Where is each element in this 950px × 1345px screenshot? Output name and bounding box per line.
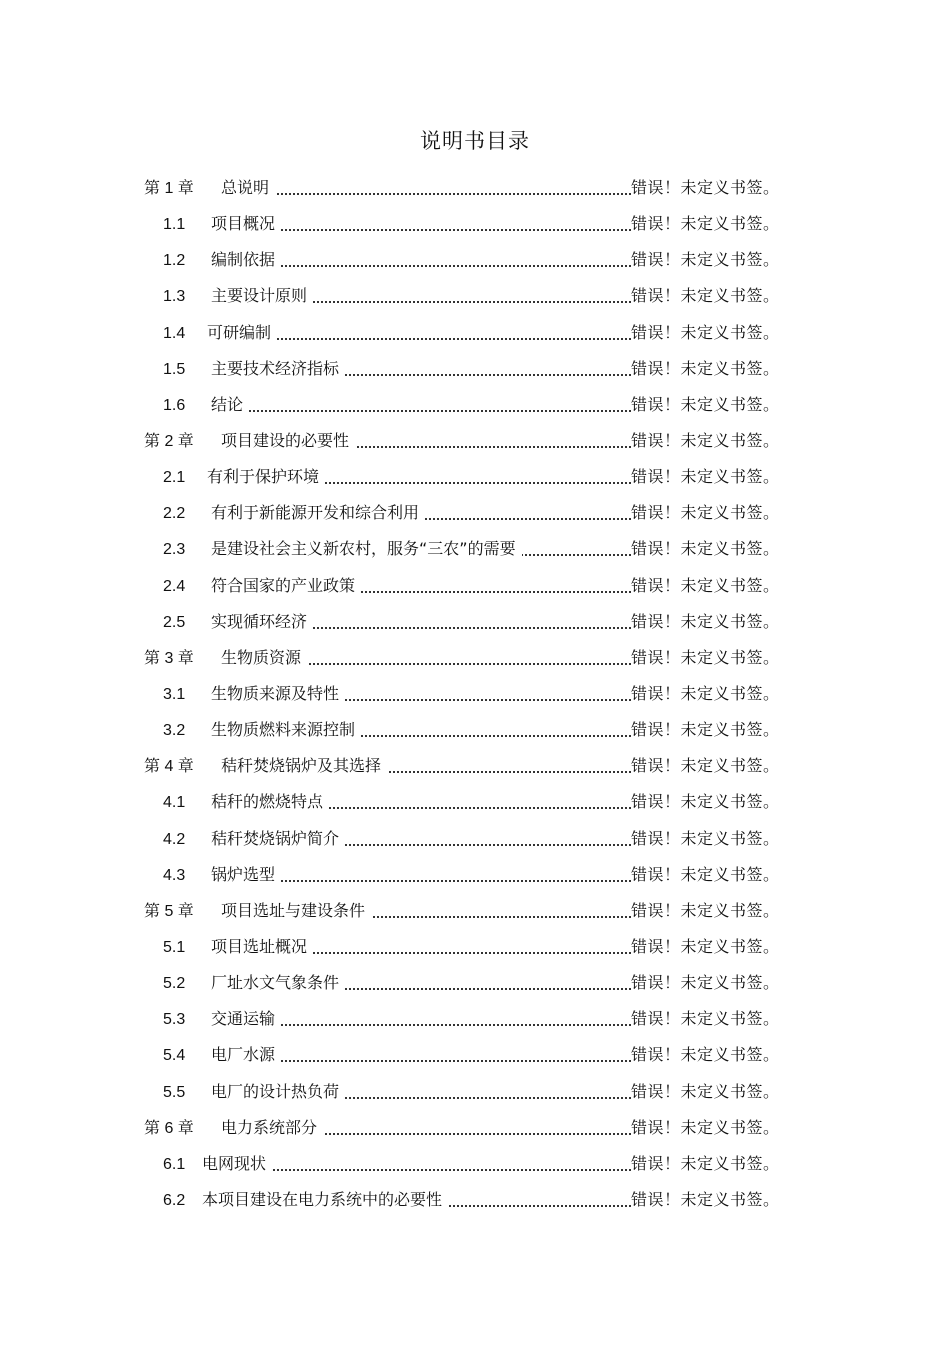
- toc-label: [163, 1037, 281, 1074]
- toc-page-ref: 错误！未定义书签。: [631, 864, 780, 884]
- toc-label: [163, 531, 522, 568]
- toc-chapter[interactable]: [0, 423, 950, 459]
- toc-label: [163, 568, 361, 605]
- toc-page-ref: 错误！未定义书签。: [631, 936, 780, 956]
- toc-page-ref: 错误！未定义书签。: [631, 575, 780, 595]
- toc-label: [163, 929, 313, 966]
- toc-label: [163, 459, 325, 496]
- toc-section[interactable]: [0, 1001, 950, 1037]
- toc-page-ref: 错误！未定义书签。: [631, 683, 780, 703]
- toc-section[interactable]: [0, 242, 950, 278]
- table-of-contents: [0, 170, 950, 1218]
- toc-page-ref: 错误！未定义书签。: [631, 394, 780, 414]
- toc-page-ref: 错误！未定义书签。: [631, 647, 780, 667]
- toc-number: 第 6 章: [144, 1119, 194, 1137]
- toc-chapter[interactable]: [0, 170, 950, 206]
- toc-page-ref: 错误！未定义书签。: [631, 828, 780, 848]
- toc-label: [163, 1074, 345, 1111]
- toc-page-ref: 错误！未定义书签。: [631, 1009, 780, 1029]
- toc-page-ref: 错误！未定义书签。: [631, 430, 780, 450]
- toc-section[interactable]: [0, 857, 950, 893]
- toc-label: [163, 315, 277, 352]
- toc-label: [163, 351, 345, 388]
- toc-page-ref: 错误！未定义书签。: [631, 1189, 780, 1209]
- toc-page-ref: 错误！未定义书签。: [631, 973, 780, 993]
- toc-page-ref: 错误！未定义书签。: [631, 250, 780, 270]
- toc-title: 锅炉选型: [211, 864, 276, 884]
- toc-number: 2.3: [163, 541, 186, 559]
- toc-number: 1.6: [163, 396, 186, 414]
- toc-page-ref: 错误！未定义书签。: [631, 178, 780, 197]
- toc-number: 2.2: [163, 505, 186, 523]
- toc-title: 电网现状: [202, 1153, 267, 1173]
- toc-page-ref: 错误！未定义书签。: [631, 792, 780, 812]
- toc-number: 2.4: [163, 577, 186, 595]
- toc-label: [144, 1110, 323, 1147]
- toc-page-ref: 错误！未定义书签。: [631, 900, 780, 920]
- toc-chapter[interactable]: [0, 640, 950, 676]
- toc-number: 4.1: [163, 794, 186, 812]
- toc-title: 是建设社会主义新农村，服务“三农”的需要: [211, 539, 516, 559]
- toc-title: 符合国家的产业政策: [211, 575, 356, 595]
- toc-title: 项目选址概况: [211, 936, 308, 956]
- toc-page-ref: 错误！未定义书签。: [631, 1045, 780, 1065]
- toc-title: 秸秆焚烧锅炉及其选择: [221, 756, 382, 776]
- toc-page-ref: 错误！未定义书签。: [631, 1117, 780, 1137]
- toc-section[interactable]: [0, 784, 950, 820]
- toc-section[interactable]: [0, 929, 950, 965]
- toc-label: [163, 387, 249, 424]
- toc-number: 1.4: [163, 324, 186, 342]
- toc-label: [144, 170, 275, 207]
- toc-page-ref: 错误！未定义书签。: [631, 214, 780, 234]
- toc-label: [144, 893, 371, 930]
- toc-page-ref: 错误！未定义书签。: [631, 611, 780, 631]
- toc-number: 6.1: [163, 1155, 186, 1173]
- toc-number: 第 3 章: [144, 649, 194, 667]
- toc-number: 1.2: [163, 252, 186, 270]
- toc-number: 2.1: [163, 469, 186, 487]
- toc-title: 编制依据: [211, 250, 276, 270]
- toc-number: 4.3: [163, 866, 186, 884]
- toc-section[interactable]: [0, 604, 950, 640]
- toc-number: 5.5: [163, 1083, 186, 1101]
- toc-title: 厂址水文气象条件: [211, 973, 340, 993]
- toc-number: 5.3: [163, 1011, 186, 1029]
- toc-section[interactable]: [0, 1146, 950, 1182]
- toc-number: 5.2: [163, 975, 186, 993]
- toc-section[interactable]: [0, 315, 950, 351]
- toc-chapter[interactable]: [0, 748, 950, 784]
- toc-number: 4.2: [163, 830, 186, 848]
- toc-page-ref: 错误！未定义书签。: [631, 1081, 780, 1101]
- toc-section[interactable]: [0, 676, 950, 712]
- toc-label: [163, 1001, 281, 1038]
- toc-label: [163, 784, 329, 821]
- toc-label: [163, 965, 345, 1002]
- toc-title: 主要设计原则: [211, 286, 308, 306]
- toc-number: 第 2 章: [144, 432, 194, 450]
- toc-number: 3.1: [163, 685, 186, 703]
- toc-title: 总说明: [221, 178, 270, 197]
- toc-page-ref: 错误！未定义书签。: [631, 1153, 780, 1173]
- toc-number: 1.5: [163, 360, 186, 378]
- toc-label: [163, 604, 313, 641]
- toc-chapter[interactable]: [0, 893, 950, 929]
- toc-title: 项目概况: [211, 214, 276, 234]
- toc-section[interactable]: [0, 459, 950, 495]
- toc-label: [144, 640, 307, 677]
- toc-title: 项目建设的必要性: [221, 430, 350, 450]
- toc-title: 结论: [211, 394, 244, 414]
- toc-title: 项目选址与建设条件: [221, 900, 366, 920]
- toc-label: [163, 1146, 272, 1183]
- page-title: 说明书目录: [420, 129, 530, 153]
- toc-label: [144, 423, 355, 460]
- toc-section[interactable]: [0, 821, 950, 857]
- toc-section[interactable]: [0, 1037, 950, 1073]
- toc-number: 5.4: [163, 1047, 186, 1065]
- toc-title: 本项目建设在电力系统中的必要性: [202, 1189, 443, 1209]
- toc-section[interactable]: [0, 965, 950, 1001]
- toc-number: 3.2: [163, 722, 186, 740]
- toc-title: 秸秆焚烧锅炉简介: [211, 828, 340, 848]
- toc-section[interactable]: [0, 351, 950, 387]
- toc-number: 1.1: [163, 216, 186, 234]
- toc-title: 电厂的设计热负荷: [211, 1081, 340, 1101]
- toc-label: [144, 748, 387, 785]
- toc-section[interactable]: [0, 278, 950, 314]
- toc-title: 电厂水源: [211, 1045, 276, 1065]
- toc-section[interactable]: [0, 206, 950, 242]
- toc-section[interactable]: [0, 1074, 950, 1110]
- toc-page-ref: 错误！未定义书签。: [631, 358, 780, 378]
- toc-page-ref: 错误！未定义书签。: [631, 286, 780, 306]
- toc-label: [163, 676, 345, 713]
- toc-page-ref: 错误！未定义书签。: [631, 539, 780, 559]
- toc-page-ref: 错误！未定义书签。: [631, 756, 780, 776]
- toc-label: [163, 242, 281, 279]
- toc-title: 生物质来源及特性: [211, 683, 340, 703]
- toc-label: [163, 206, 281, 243]
- toc-number: 第 5 章: [144, 902, 194, 920]
- toc-page-ref: 错误！未定义书签。: [631, 467, 780, 487]
- toc-number: 5.1: [163, 938, 186, 956]
- toc-title: 有利于保护环境: [207, 467, 320, 487]
- toc-label: [163, 857, 281, 894]
- toc-title: 秸秆的燃烧特点: [211, 792, 324, 812]
- toc-page-ref: 错误！未定义书签。: [631, 503, 780, 523]
- toc-title: 电力系统部分: [221, 1117, 318, 1137]
- toc-section[interactable]: [0, 1182, 950, 1218]
- toc-page-ref: 错误！未定义书签。: [631, 322, 780, 342]
- toc-label: [163, 712, 361, 749]
- toc-page-ref: 错误！未定义书签。: [631, 720, 780, 740]
- toc-title: 主要技术经济指标: [211, 358, 340, 378]
- toc-title: 实现循环经济: [211, 611, 308, 631]
- toc-section[interactable]: [0, 568, 950, 604]
- toc-label: [163, 1182, 448, 1219]
- toc-section[interactable]: [0, 495, 950, 531]
- toc-title: 有利于新能源开发和综合利用: [211, 503, 420, 523]
- toc-number: 6.2: [163, 1191, 186, 1209]
- toc-label: [163, 495, 425, 532]
- toc-title: 可研编制: [207, 322, 272, 342]
- toc-chapter[interactable]: [0, 1110, 950, 1146]
- toc-number: 第 1 章: [144, 180, 194, 197]
- toc-section[interactable]: [0, 531, 950, 567]
- toc-title: 生物质资源: [221, 647, 302, 667]
- toc-title: 交通运输: [211, 1009, 276, 1029]
- toc-number: 2.5: [163, 613, 186, 631]
- toc-label: [163, 278, 313, 315]
- toc-title: 生物质燃料来源控制: [211, 720, 356, 740]
- toc-label: [163, 821, 345, 858]
- toc-number: 1.3: [163, 288, 186, 306]
- toc-section[interactable]: [0, 387, 950, 423]
- toc-section[interactable]: [0, 712, 950, 748]
- toc-number: 第 4 章: [144, 758, 194, 776]
